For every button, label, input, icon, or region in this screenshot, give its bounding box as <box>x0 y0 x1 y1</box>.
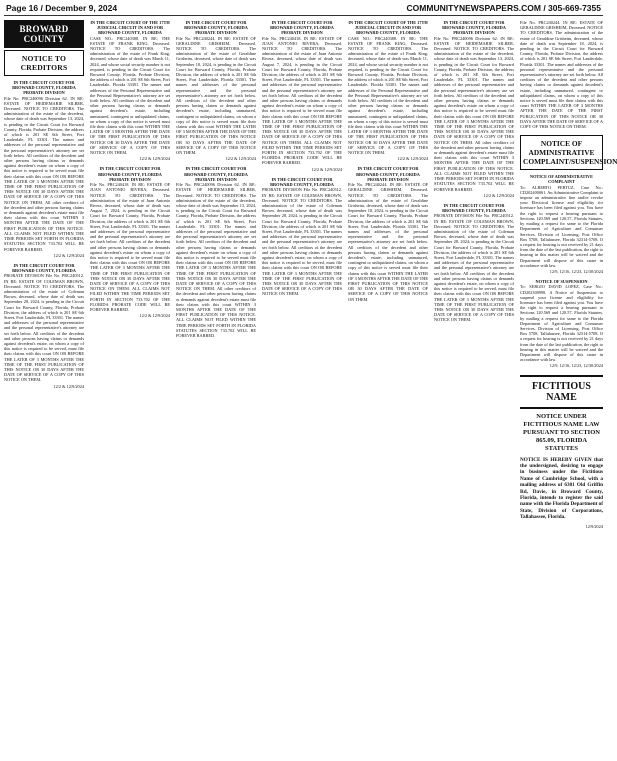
legal-notice <box>520 20 603 129</box>
notice-heading: IN THE CIRCUIT COURT FOR BROWARD COUNTY, FLORIDA <box>12 262 76 274</box>
notice-heading: NOTICE OF ADMINISTRATIVE COMPLAINT <box>529 174 594 185</box>
fictitious-body: NOTICE IS HEREBY GIVEN that the undersigned, desiring to engage in business under the Fictitious Name of Cambridge School, with a mailing address of 6301 Old Griffin Rd, Davie, in Broward County, Florida, intends to register the said name with the Florida Department of State, Division of Corporations, Tallahassee, Florida. <box>520 456 603 521</box>
notice-heading: IN THE CIRCUIT COURT OF THE 17TH JUDICIAL CIRCUIT IN AND FOR BROWARD COUNTY, FLORIDA <box>90 20 170 36</box>
notice-ref: 12/2 & 12/9/2024 <box>53 383 84 389</box>
notice-body: File No. PRC240244. IN RE: ESTATE OF GERALDINE GRISHEIM, Deceased. NOTICE TO CREDITORS. The administration of the estate of Geraldine Grisheim, deceased, whose date of death was September 18, 2024, is pending in the Circuit Court for Broward County, Florida, Probate Division, the address of which is 201 SE 6th Street, Fort Lauderdale, Florida 33301. The names and addresses of the personal representative and the personal representative's attorney are set forth below. All creditors of the decedent and other persons having claims or demands against decedent's estate, including unmatured, contingent or unliquidated claims, on whom a copy of this notice is served must file their claims with this court WITHIN THE LATER OF 3 MONTHS AFTER THE DATE OF THE FIRST PUBLICATION OF THIS NOTICE OR 30 DAYS AFTER THE DATE OF SERVICE OF A COPY OF THIS NOTICE ON THEM. <box>520 20 603 130</box>
notice-body: To: ALBERTO PERTUZ, Case No.: CD202400061. An Administrative Complaint to impose an administrative fine and/or revoke your Electrical license and eligibility for licensure has been filed against you. You have the right to request a hearing pursuant to Sections 120.569 and 120.57, Florida Statutes, by mailing a request for same to the Florida Department of Agriculture and Consumer Services, Division of Licensing, Post Office Box 5708, Tallahassee, Florida 32314-5708. If a request for hearing is not received by 21 days from the date of the last publication, the right to hearing in this matter will be waived and the Department will dispose of this cause in accordance with law. <box>520 184 603 268</box>
legal-notice <box>176 166 256 338</box>
notice-body: File No. PRC240418. IN RE: ESTATE OF JUAN ANTONIO RIVERA, Deceased. NOTICE TO CREDITORS. The administration of the estate of Juan Antonio Rivera, deceased, whose date of death was August 7, 2024, is pending in the Circuit Court for Broward County, Florida, Probate Division, the address of which is 201 SE 6th Street, Fort Lauderdale, FL 33301. The names and addresses of the personal representative and the personal representative's attorney are set forth below. All creditors of the decedent and other persons having claims or demands against decedent's estate on whom a copy of this notice is required to be served must file their claims with this court ON OR BEFORE THE LATER OF 3 MONTHS AFTER THE TIME OF THE FIRST PUBLICATION OF THIS NOTICE OR 30 DAYS AFTER THE DATE OF SERVICE OF A COPY OF THIS NOTICE ON THEM. ALL CLAIMS NOT FILED WITHIN THE TIME PERIODS SET FORTH IN SECTION 733.702 OF THE FLORIDA PROBATE CODE WILL BE FOREVER BARRED. <box>262 35 342 166</box>
notice-body: PROBATE DIVISION File No. PRC240512. IN RE: ESTATE OF COLEMAN BROWN, Deceased. NOTICE TO CREDITORS. The administration of the estate of Coleman Brown, deceased, whose date of death was September 28, 2024, is pending in the Circuit Court for Broward County, Florida, Probate Division, the address of which is 201 SE 6th Street, Fort Lauderdale, FL 33301. The names and addresses of the personal representative and the personal representative's attorney are set forth below. All creditors of the decedent and other persons having claims or demands against decedent's estate, on whom a copy of this notice is required to be served, must file their claims with this court ON OR BEFORE THE LATER OF 3 MONTHS AFTER THE TIME OF THE FIRST PUBLICATION OF THIS NOTICE OR 30 DAYS AFTER THE DATE OF SERVICE OF A COPY OF THIS NOTICE ON THEM. <box>434 213 514 323</box>
notice-heading: IN THE CIRCUIT COURT FOR BROWARD COUNTY, FLORIDA PROBATE DIVISION <box>184 20 248 36</box>
admin-complaint-banner: NOTICE OF ADMINISTRATIVE COMPLAINT/SUSPENSION <box>520 135 603 170</box>
legal-notice <box>348 20 428 155</box>
notice-heading: IN THE CIRCUIT COURT FOR BROWARD COUNTY, FLORIDA PROBATE DIVISION <box>184 166 248 182</box>
creditors-banner: NOTICE TO CREDITORS <box>4 50 84 76</box>
notice-heading: IN THE CIRCUIT COURT FOR BROWARD COUNTY, FLORIDA PROBATE DIVISION <box>12 80 76 96</box>
notice-body: CASE NO.: PRC240388. IN RE: THE ESTATE OF FRANK KING, Deceased. NOTICE TO CREDITORS. The administration of the estate of Frank King, deceased, whose date of death was March 11, 2024, and whose social security number is not required, is pending in the Circuit Court for Broward County, Florida, Probate Division, the address of which is 201 SE 6th Street, Fort Lauderdale, Florida 33301. The names and addresses of the Personal Representative and the Personal Representative's attorney are set forth below. All creditors of the decedent and other persons having claims or demands against decedent's estate, including unmatured, contingent or unliquidated claims, on whom a copy of this notice is served must file their claims with this court WITHIN THE LATER OF 3 MONTHS AFTER THE DATE OF THE FIRST PUBLICATION OF THIS NOTICE OR 30 DAYS AFTER THE DATE OF SERVICE OF A COPY OF THIS NOTICE ON THEM. <box>90 35 170 156</box>
notice-ref: 12/2 & 12/9/2024 <box>483 192 514 198</box>
legal-notice <box>90 166 170 312</box>
notice-body: File No. PRC240096 Division 62. IN RE: ESTATE OF HEIDEMARIE SILBER, Deceased. NOTICE TO CREDITORS. The administration of the estate of the decedent, whose date of death was September 13, 2024, is pending in the Circuit Court for Broward County, Florida, Probate Division, the address of which is 201 SE 6th Street, Fort Lauderdale, FL 33301. The names and addresses of the personal representative and the personal representative's attorney are set forth below. All creditors of the decedent and other persons having claims or demands against decedent's estate on whom a copy of this notice is required to be served must file their claims with this court ON OR BEFORE THE LATER OF 3 MONTHS AFTER THE TIME OF THE FIRST PUBLICATION OF THIS NOTICE OR 30 DAYS AFTER THE DATE OF SERVICE OF A COPY OF THIS NOTICE ON THEM. All other creditors of the decedent and other persons having claims or demands against decedent's estate must file their claims with this court WITHIN 3 MONTHS AFTER THE DATE OF THE FIRST PUBLICATION OF THIS NOTICE. ALL CLAIMS NOT FILED WITHIN THE TIME PERIODS SET FORTH IN FLORIDA STATUTES SECTION 733.702 WILL BE FOREVER BARRED. <box>434 35 514 192</box>
page-number-date: Page 16 / December 9, 2024 <box>6 3 118 13</box>
legal-notice <box>4 263 84 383</box>
notice-body: File No. PRC240096 Division 62. IN RE: ESTATE OF HEIDEMARIE SILBER, Deceased. NOTICE TO CREDITORS. The administration of the estate of the decedent, whose date of death was September 13, 2024, is pending in the Circuit Court for Broward County, Florida, Probate Division, the address of which is 201 SE 6th Street, Fort Lauderdale, FL 33301. The names and addresses of the personal representative and the personal representative's attorney are set forth below. All creditors of the decedent and other persons having claims or demands against decedent's estate on whom a copy of this notice is required to be served must file their claims with this court ON OR BEFORE THE LATER OF 3 MONTHS AFTER THE TIME OF THE FIRST PUBLICATION OF THIS NOTICE OR 30 DAYS AFTER THE DATE OF SERVICE OF A COPY OF THIS NOTICE ON THEM. All other creditors of the decedent and other persons having claims or demands against decedent's estate must file their claims with this court WITHIN 3 MONTHS AFTER THE DATE OF THE FIRST PUBLICATION OF THIS NOTICE. ALL CLAIMS NOT FILED WITHIN THE TIME PERIODS SET FORTH IN FLORIDA STATUTES SECTION 733.702 WILL BE FOREVER BARRED. <box>176 182 256 338</box>
notice-heading: IN THE CIRCUIT COURT FOR BROWARD COUNTY, FLORIDA PROBATE DIVISION <box>442 20 506 36</box>
notice-heading: IN THE CIRCUIT COURT OF THE 17TH JUDICIAL CIRCUIT IN AND FOR BROWARD COUNTY, FLORIDA <box>348 20 428 36</box>
legal-notice <box>176 20 256 155</box>
fictitious-ref: 12/9/2024 <box>585 523 603 529</box>
notice-ref: 12/2 & 12/9/2024 <box>311 166 342 172</box>
legal-notice <box>90 20 170 155</box>
notice-body: File No. PRC240418. IN RE: ESTATE OF JUAN ANTONIO RIVERA, Deceased. NOTICE TO CREDITORS. The administration of the estate of Juan Antonio Rivera, deceased, whose date of death was August 7, 2024, is pending in the Circuit Court for Broward County, Florida, Probate Division, the address of which is 201 SE 6th Street, Fort Lauderdale, FL 33301. The names and addresses of the personal representative and the personal representative's attorney are set forth below. All creditors of the decedent and other persons having claims or demands against decedent's estate on whom a copy of this notice is required to be served must file their claims with this court ON OR BEFORE THE LATER OF 3 MONTHS AFTER THE TIME OF THE FIRST PUBLICATION OF THIS NOTICE OR 30 DAYS AFTER THE DATE OF SERVICE OF A COPY OF THIS NOTICE ON THEM. ALL CLAIMS NOT FILED WITHIN THE TIME PERIODS SET FORTH IN SECTION 733.702 OF THE FLORIDA PROBATE CODE WILL BE FOREVER BARRED. <box>90 182 170 312</box>
legal-notice <box>4 80 84 252</box>
fictitious-title: NOTICE UNDER FICTITIOUS NAME LAW PURSUANT TO SECTION 865.09, FLORIDA STATUTES <box>523 412 600 452</box>
column-1 <box>4 20 84 755</box>
county-banner: BROWARD COUNTY <box>4 20 84 48</box>
column-4 <box>262 20 342 755</box>
notice-body: PROBATE DIVISION File No. PRC240512. IN RE: ESTATE OF COLEMAN BROWN, Deceased. NOTICE TO CREDITORS. The administration of the estate of Coleman Brown, deceased, whose date of death was September 28, 2024, is pending in the Circuit Court for Broward County, Florida, Probate Division, the address of which is 201 SE 6th Street, Fort Lauderdale, FL 33301. The names and addresses of the personal representative and the personal representative's attorney are set forth below. All creditors of the decedent and other persons having claims or demands against decedent's estate, on whom a copy of this notice is required to be served, must file their claims with this court ON OR BEFORE THE LATER OF 3 MONTHS AFTER THE TIME OF THE FIRST PUBLICATION OF THIS NOTICE OR 30 DAYS AFTER THE DATE OF SERVICE OF A COPY OF THIS NOTICE ON THEM. <box>262 187 342 297</box>
column-7 <box>520 20 617 755</box>
legal-notice <box>262 20 342 166</box>
site-contact: COMMUNITYNEWSPAPERS.COM / 305-669-7355 <box>406 3 601 13</box>
notice-heading: NOTICE OF SUSPENSION <box>535 279 588 285</box>
notice-ref: 12/2 & 12/9/2024 <box>397 156 428 162</box>
legal-notice <box>520 174 603 268</box>
header-rule <box>4 15 603 16</box>
legal-notice <box>434 203 514 323</box>
notice-ref: 12/2 & 12/9/2024 <box>139 313 170 319</box>
notice-heading: IN THE CIRCUIT COURT FOR BROWARD COUNTY, FLORIDA <box>270 176 334 188</box>
column-3 <box>176 20 256 755</box>
column-5 <box>348 20 428 755</box>
notice-heading: IN THE CIRCUIT COURT FOR BROWARD COUNTY, FLORIDA PROBATE DIVISION <box>270 20 334 36</box>
notice-ref: 12/9, 12/16, 12/23, 12/30/2024 <box>549 268 603 274</box>
notice-ref: 12/9, 12/16, 12/23, 12/30/2024 <box>549 363 603 369</box>
notice-body: File No. PRC240244. IN RE: ESTATE OF GERALDINE GRISHEIM, Deceased. NOTICE TO CREDITORS. The administration of the estate of Geraldine Grisheim, deceased, whose date of death was September 18, 2024, is pending in the Circuit Court for Broward County, Florida, Probate Division, the address of which is 201 SE 6th Street, Fort Lauderdale, Florida 33301. The names and addresses of the personal representative and the personal representative's attorney are set forth below. All creditors of the decedent and other persons having claims or demands against decedent's estate, including unmatured, contingent or unliquidated claims, on whom a copy of this notice is served must file their claims with this court WITHIN THE LATER OF 3 MONTHS AFTER THE DATE OF THE FIRST PUBLICATION OF THIS NOTICE OR 30 DAYS AFTER THE DATE OF SERVICE OF A COPY OF THIS NOTICE ON THEM. <box>348 182 428 302</box>
column-6 <box>434 20 514 755</box>
legal-notice <box>520 279 603 362</box>
notice-ref: 12/2 & 12/9/2024 <box>53 252 84 258</box>
notice-body: To: SERGIO DAVID LOPEZ, Case No.: CD202300998. A Notice of Suspension to suspend your license and eligibility for licensure has been filed against you. You have the right to request a hearing pursuant to Sections 120.569 and 120.57, Florida Statutes, by mailing a request for same to the Florida Department of Agriculture and Consumer Services, Division of Licensing, Post Office Box 5708, Tallahassee, Florida 32314-5708. If a request for hearing is not received by 21 days from the date of the last publication, the right to hearing in this matter will be waived and the Department will dispose of this cause in accordance with law. <box>520 284 603 363</box>
legal-notice <box>434 20 514 192</box>
notice-body: CASE NO.: PRC240388. IN RE: THE ESTATE OF FRANK KING, Deceased. NOTICE TO CREDITORS. The administration of the estate of Frank King, deceased, whose date of death was March 11, 2024, and whose social security number is not required, is pending in the Circuit Court for Broward County, Florida, Probate Division, the address of which is 201 SE 6th Street, Fort Lauderdale, Florida 33301. The names and addresses of the Personal Representative and the Personal Representative's attorney are set forth below. All creditors of the decedent and other persons having claims or demands against decedent's estate, including unmatured, contingent or unliquidated claims, on whom a copy of this notice is served must file their claims with this court WITHIN THE LATER OF 3 MONTHS AFTER THE DATE OF THE FIRST PUBLICATION OF THIS NOTICE OR 30 DAYS AFTER THE DATE OF SERVICE OF A COPY OF THIS NOTICE ON THEM. <box>348 35 428 156</box>
legal-notice <box>262 177 342 297</box>
fictitious-name-banner: FICTITIOUS NAME <box>520 375 603 409</box>
notice-ref: 12/2 & 12/9/2024 <box>225 156 256 162</box>
notice-body: File No. PRC240096 Division 62. IN RE: ESTATE OF HEIDEMARIE SILBER, Deceased. NOTICE TO CREDITORS. The administration of the estate of the decedent, whose date of death was September 13, 2024, is pending in the Circuit Court for Broward County, Florida, Probate Division, the address of which is 201 SE 6th Street, Fort Lauderdale, FL 33301. The names and addresses of the personal representative and the personal representative's attorney are set forth below. All creditors of the decedent and other persons having claims or demands against decedent's estate on whom a copy of this notice is required to be served must file their claims with this court ON OR BEFORE THE LATER OF 3 MONTHS AFTER THE TIME OF THE FIRST PUBLICATION OF THIS NOTICE OR 30 DAYS AFTER THE DATE OF SERVICE OF A COPY OF THIS NOTICE ON THEM. All other creditors of the decedent and other persons having claims or demands against decedent's estate must file their claims with this court WITHIN 3 MONTHS AFTER THE DATE OF THE FIRST PUBLICATION OF THIS NOTICE. ALL CLAIMS NOT FILED WITHIN THE TIME PERIODS SET FORTH IN FLORIDA STATUTES SECTION 733.702 WILL BE FOREVER BARRED. <box>4 95 84 252</box>
notice-heading: IN THE CIRCUIT COURT FOR BROWARD COUNTY, FLORIDA <box>442 202 506 214</box>
notice-heading: IN THE CIRCUIT COURT FOR BROWARD COUNTY, FLORIDA PROBATE DIVISION <box>98 166 162 182</box>
column-2 <box>90 20 170 755</box>
notice-body: File No. PRC240244. IN RE: ESTATE OF GERALDINE GRISHEIM, Deceased. NOTICE TO CREDITORS. The administration of the estate of Geraldine Grisheim, deceased, whose date of death was September 18, 2024, is pending in the Circuit Court for Broward County, Florida, Probate Division, the address of which is 201 SE 6th Street, Fort Lauderdale, Florida 33301. The names and addresses of the personal representative and the personal representative's attorney are set forth below. All creditors of the decedent and other persons having claims or demands against decedent's estate, including unmatured, contingent or unliquidated claims, on whom a copy of this notice is served must file their claims with this court WITHIN THE LATER OF 3 MONTHS AFTER THE DATE OF THE FIRST PUBLICATION OF THIS NOTICE OR 30 DAYS AFTER THE DATE OF SERVICE OF A COPY OF THIS NOTICE ON THEM. <box>176 35 256 156</box>
notice-ref: 12/2 & 12/9/2024 <box>139 156 170 162</box>
notice-body: PROBATE DIVISION File No. PRC240512. IN RE: ESTATE OF COLEMAN BROWN, Deceased. NOTICE TO CREDITORS. The administration of the estate of Coleman Brown, deceased, whose date of death was September 28, 2024, is pending in the Circuit Court for Broward County, Florida, Probate Division, the address of which is 201 SE 6th Street, Fort Lauderdale, FL 33301. The names and addresses of the personal representative and the personal representative's attorney are set forth below. All creditors of the decedent and other persons having claims or demands against decedent's estate, on whom a copy of this notice is required to be served, must file their claims with this court ON OR BEFORE THE LATER OF 3 MONTHS AFTER THE TIME OF THE FIRST PUBLICATION OF THIS NOTICE OR 30 DAYS AFTER THE DATE OF SERVICE OF A COPY OF THIS NOTICE ON THEM. <box>4 273 84 383</box>
legal-notice <box>348 166 428 301</box>
notice-heading: IN THE CIRCUIT COURT FOR BROWARD COUNTY, FLORIDA PROBATE DIVISION <box>356 166 420 182</box>
